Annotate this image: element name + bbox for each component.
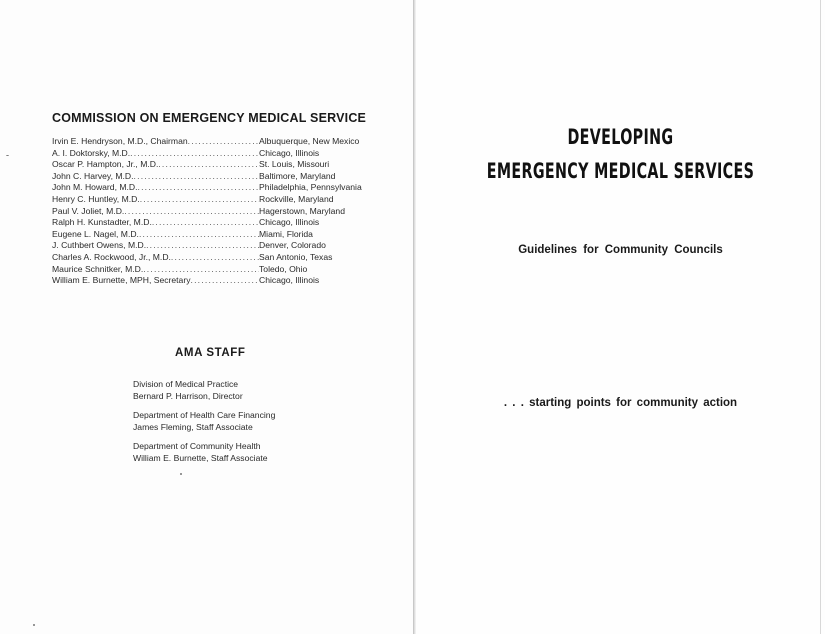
staff-group xyxy=(133,441,275,464)
member-city: Baltimore, Maryland xyxy=(259,170,336,181)
dot-leader xyxy=(191,275,260,287)
member-row xyxy=(52,217,382,229)
member-name: Maurice Schnitker, M.D. xyxy=(52,263,144,274)
ama-staff-title: AMA STAFF xyxy=(175,347,246,359)
member-name: John C. Harvey, M.D. xyxy=(52,170,134,181)
member-name: Ralph H. Kunstadter, M.D. xyxy=(52,217,152,228)
title-line-2: EMERGENCY MEDICAL SERVICES xyxy=(486,159,755,183)
booklet-title xyxy=(416,120,825,188)
staff-group xyxy=(133,379,275,402)
dot-leader xyxy=(139,229,259,241)
member-city: Chicago, Illinois xyxy=(259,275,320,286)
member-row xyxy=(52,229,382,241)
member-row xyxy=(52,240,382,252)
print-speck xyxy=(180,473,182,475)
member-row xyxy=(52,275,382,287)
member-city: Toledo, Ohio xyxy=(259,263,308,274)
member-row xyxy=(52,136,382,148)
staff-group xyxy=(133,410,275,433)
dot-leader xyxy=(143,264,259,276)
commission-title: COMMISSION ON EMERGENCY MEDICAL SERVICE xyxy=(52,111,367,125)
member-name: Charles A. Rockwood, Jr., M.D. xyxy=(52,251,171,262)
dot-leader xyxy=(146,240,259,252)
member-row xyxy=(52,148,382,160)
member-name: John M. Howard, M.D. xyxy=(52,182,138,193)
dot-leader xyxy=(137,182,259,194)
print-speck xyxy=(6,155,9,156)
member-name: J. Cuthbert Owens, M.D. xyxy=(52,240,147,251)
booklet-subtitle: Guidelines for Community Councils xyxy=(518,244,723,256)
ama-staff-list xyxy=(133,379,275,472)
dot-leader xyxy=(188,136,259,148)
staff-department: Department of Health Care Financing xyxy=(133,410,276,420)
member-city: Denver, Colorado xyxy=(259,240,326,251)
member-name: A. I. Doktorsky, M.D. xyxy=(52,147,131,158)
member-row xyxy=(52,171,382,183)
page-edge xyxy=(820,0,821,634)
member-name: William E. Burnette, MPH, Secretary xyxy=(52,275,191,286)
member-city: Philadelphia, Pennsylvania xyxy=(259,182,362,193)
staff-person: William E. Burnette, Staff Associate xyxy=(133,452,268,463)
dot-leader xyxy=(158,159,259,171)
staff-department: Division of Medical Practice xyxy=(133,379,239,389)
member-row xyxy=(52,264,382,276)
dot-leader xyxy=(140,194,259,206)
member-name: Henry C. Huntley, M.D. xyxy=(52,193,140,204)
member-city: Chicago, Illinois xyxy=(259,217,320,228)
member-name: Paul V. Joliet, M.D. xyxy=(52,205,125,216)
member-city: Albuquerque, New Mexico xyxy=(259,136,360,146)
member-row xyxy=(52,159,382,171)
print-speck xyxy=(33,624,35,626)
right-page xyxy=(416,0,825,634)
member-name: Eugene L. Nagel, M.D. xyxy=(52,228,139,239)
title-line-1: DEVELOPING xyxy=(567,125,674,149)
member-name: Oscar P. Hampton, Jr., M.D. xyxy=(52,159,159,170)
member-city: St. Louis, Missouri xyxy=(259,159,330,170)
member-row xyxy=(52,252,382,264)
member-city: Miami, Florida xyxy=(259,228,313,239)
dot-leader xyxy=(152,217,259,229)
staff-person: James Fleming, Staff Associate xyxy=(133,421,253,432)
member-row xyxy=(52,194,382,206)
member-name: Irvin E. Hendryson, M.D., Chairman xyxy=(52,136,188,146)
dot-leader xyxy=(124,206,259,218)
member-city: Rockville, Maryland xyxy=(259,193,334,204)
staff-person: Bernard P. Harrison, Director xyxy=(133,390,243,401)
booklet-tagline: . . . starting points for community action xyxy=(503,397,738,409)
member-city: Hagerstown, Maryland xyxy=(259,205,345,216)
dot-leader xyxy=(134,171,259,183)
member-city: San Antonio, Texas xyxy=(259,251,333,262)
dot-leader xyxy=(171,252,259,264)
dot-leader xyxy=(130,148,259,160)
member-city: Chicago, Illinois xyxy=(259,147,320,158)
commission-members-list xyxy=(52,136,382,287)
member-row xyxy=(52,182,382,194)
staff-department: Department of Community Health xyxy=(133,441,261,451)
member-row xyxy=(52,206,382,218)
